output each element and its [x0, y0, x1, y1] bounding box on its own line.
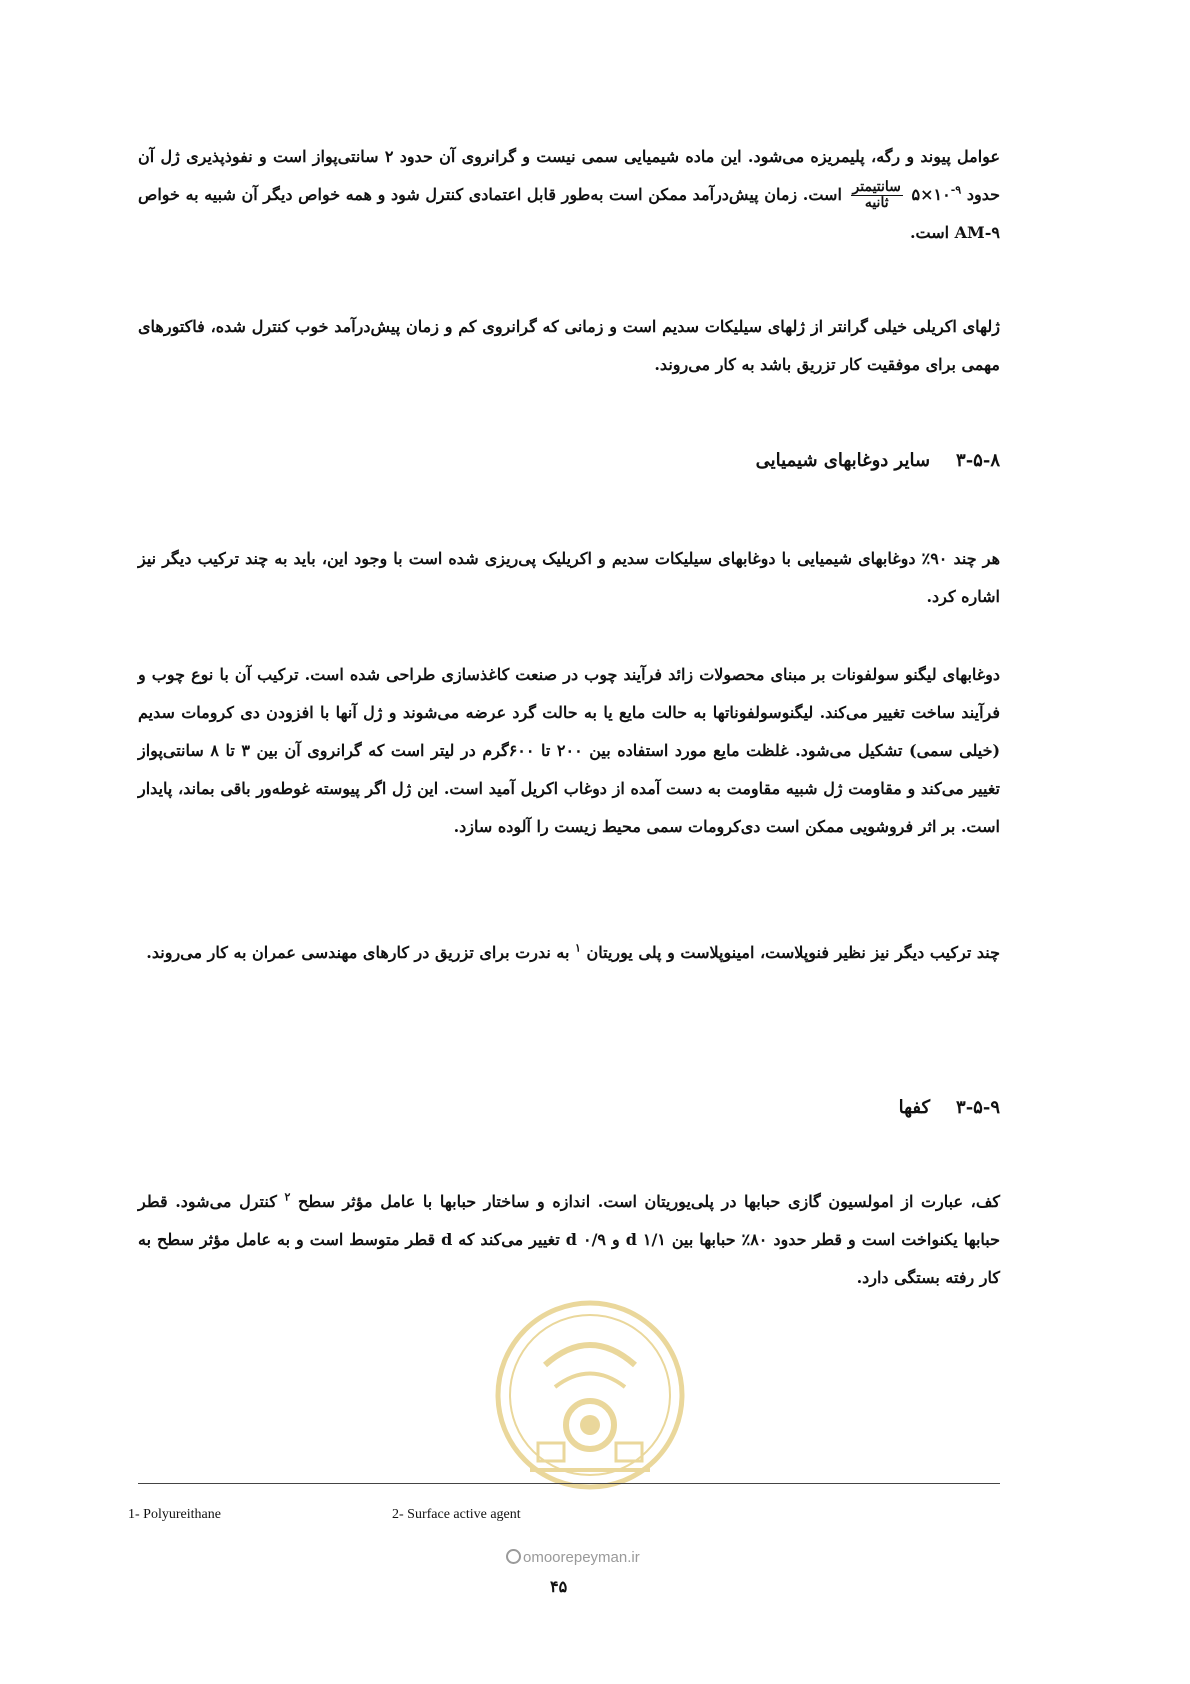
- heading-number: ۳-۵-۹: [956, 1097, 1000, 1118]
- paragraph-4: دوغابهای لیگنو سولفونات بر مبنای محصولات زائد فرآیند چوب در صنعت کاغذسازی طراحی شده است. ترکیب آن با نوع چوب و فرآیند ساخت تغییر می‌کند. لیگنوسولفوناتها به حالت مایع یا به حالت گرد عرضه می‌شوند و ژل آنها با افزودن دی کرومات سدیم (خیلی سمی) تشکیل می‌شود. غلظت مایع مورد استفاده بین ۲۰۰ تا ۶۰۰گرم در لیتر است که گرانروی آن بین ۳ تا ۸ سانتی‌پواز تغییر می‌کند و مقاومت ژل شبیه مقاومت به دست آمده از دوغاب اکریل آمید است. این ژل اگر پیوسته غوطه‌ور باقی بماند، پایدار است. بر اثر فروشویی ممکن است دی‌کرومات سمی محیط زیست را آلوده سازد.: [138, 665, 1001, 836]
- footnote-1: 1- Polyureithane: [128, 1507, 221, 1522]
- paragraph-3: هر چند ۹۰٪ دوغابهای شیمیایی با دوغابهای سیلیکات سدیم و اکریلیک پی‌ریزی شده است با وجود این، باید به چند ترکیب دیگر نیز اشاره کرد.: [138, 549, 1001, 606]
- heading-title: سایر دوغابهای شیمیایی: [755, 450, 931, 471]
- fraction-numerator: سانتیمتر: [852, 179, 901, 195]
- permeability-exponent: -۹: [950, 183, 962, 197]
- section-heading-3-5-8: [756, 450, 1000, 471]
- paragraph-5: چند ترکیب دیگر نیز نظیر فنوپلاست، امینوپلاست و پلی یوریتان $^۱$ به ندرت برای تزریق در کارهای مهندسی عمران به کار می‌روند.: [146, 941, 1000, 962]
- p1-text-end: است. زمان پیش‌درآمد ممکن است به‌طور قابل اعتمادی کنترل شود و همه خواص دیگر آن شبیه به خواص AM-۹ است.: [138, 185, 1000, 242]
- fraction-denominator: ثانیه: [864, 195, 889, 211]
- paragraph-1: [138, 138, 1000, 252]
- footnote-ref-2: ۲: [284, 1190, 291, 1204]
- paragraph-6: کف، عبارت از امولسیون گازی حبابها در پلی‌یوریتان است. اندازه و ساختار حبابها با عامل مؤثر سطح $^۲$ کنترل می‌شود. قطر حبابها یکنواخت است و قطر حدود ۸۰٪ حبابها بین ۱/۱ d و ۰/۹ d تغییر می‌کند که d قطر متوسط است و به عامل مؤثر سطح به کار رفته بستگی دارد.: [138, 1190, 1000, 1287]
- watermark-circle-icon: [506, 1549, 521, 1564]
- heading-number: ۳-۵-۸: [956, 450, 1000, 471]
- permeability-unit-fraction: [851, 180, 903, 211]
- heading-title: کفها: [898, 1097, 931, 1118]
- footnote-ref-1: ۱: [574, 941, 581, 955]
- p1-text-start: عوامل پیوند و رگه، پلیمریزه می‌شود. این ماده شیمیایی سمی نیست و گرانروی آن حدود ۲ سانتی‌پواز است و نفوذپذیری ژل آن حدود: [138, 147, 1000, 204]
- footnote-divider: [138, 1483, 1000, 1484]
- permeability-value: $۵\times ۱۰^{-۹}$: [911, 183, 962, 204]
- section-heading-3-5-9: [899, 1097, 1000, 1118]
- page-number: ۴۵: [550, 1577, 568, 1596]
- omoor-peyman-seal-logo-icon: [490, 1295, 690, 1495]
- watermark-site: omoorepeyman.ir: [506, 1549, 640, 1566]
- footnote-2: 2- Surface active agent: [392, 1507, 521, 1522]
- paragraph-2: ژلهای اکریلی خیلی گرانتر از ژلهای سیلیکات سدیم است و زمانی که گرانروی کم و زمان پیش‌درآمد خوب کنترل شده، فاکتورهای مهمی برای موفقیت کار تزریق باشد به کار می‌روند.: [138, 317, 1001, 374]
